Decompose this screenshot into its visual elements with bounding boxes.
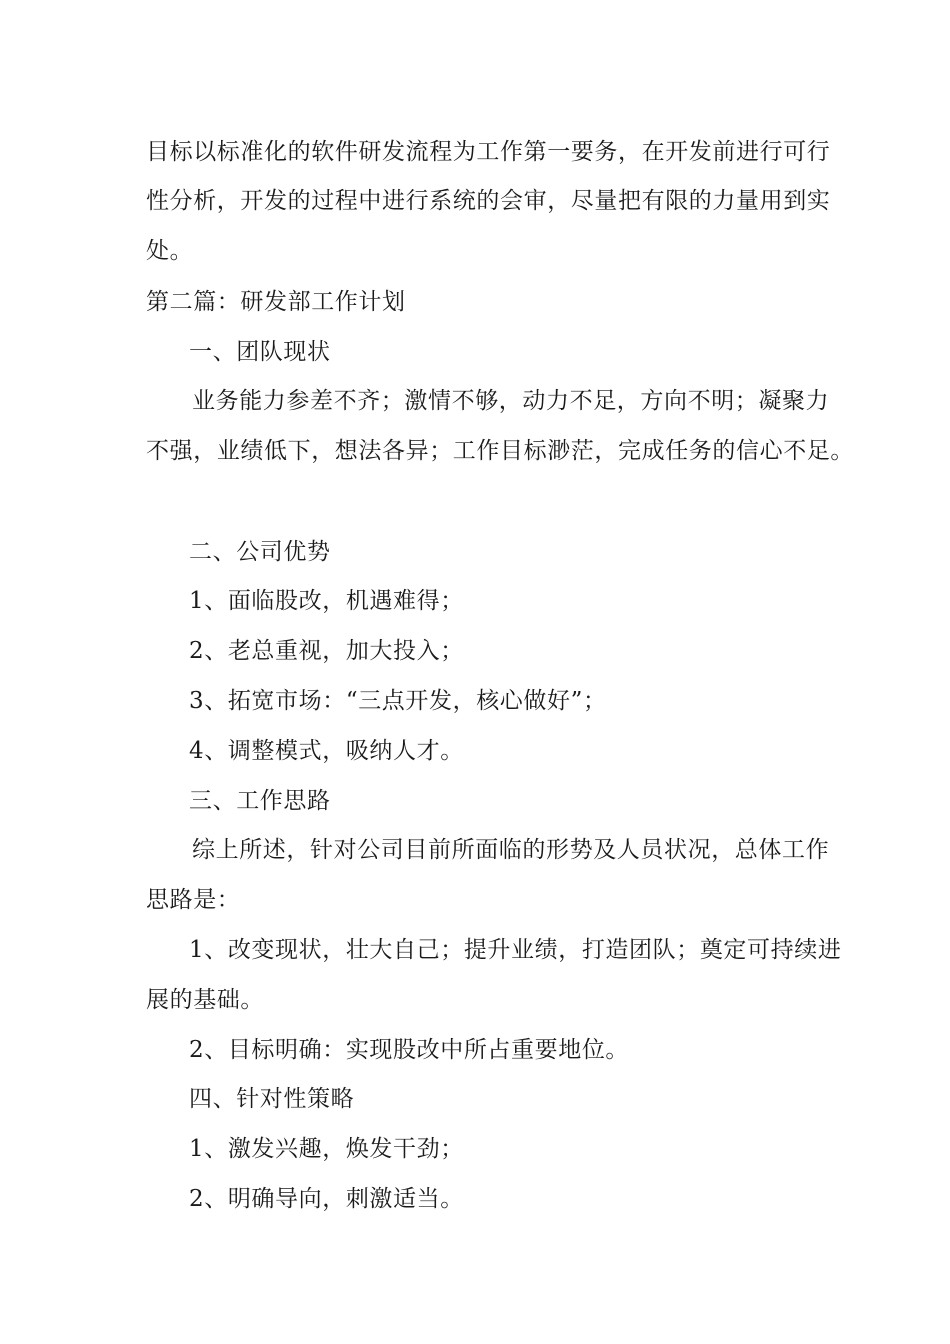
section-heading: 一、团队现状 <box>189 339 331 365</box>
list-item: 1、面临股改，机遇难得； <box>189 588 464 614</box>
list-item: 3、拓宽市场：“三点开发，核心做好”； <box>189 688 607 714</box>
chapter-title: 第二篇：研发部工作计划 <box>146 289 406 315</box>
paragraph-line: 综上所述，针对公司目前所面临的形势及人员状况，总体工作 <box>192 837 830 863</box>
paragraph-line: 展的基础。 <box>146 987 264 1013</box>
paragraph-line: 业务能力参差不齐；激情不够，动力不足，方向不明；凝聚力 <box>192 388 830 414</box>
section-heading: 二、公司优势 <box>189 539 331 565</box>
list-item: 1、激发兴趣，焕发干劲； <box>189 1136 464 1162</box>
list-item: 1、改变现状，壮大自己；提升业绩，打造团队；奠定可持续进 <box>189 937 842 963</box>
section-heading: 四、针对性策略 <box>189 1086 355 1112</box>
paragraph-line: 处。 <box>146 238 194 264</box>
paragraph-line: 不强，业绩低下，想法各异；工作目标渺茫，完成任务的信心不足。 <box>146 438 854 464</box>
list-item: 4、调整模式，吸纳人才。 <box>189 738 464 764</box>
list-item: 2、目标明确：实现股改中所占重要地位。 <box>189 1037 630 1063</box>
paragraph-line: 思路是： <box>146 887 241 913</box>
paragraph-line: 性分析，开发的过程中进行系统的会审，尽量把有限的力量用到实 <box>146 188 831 214</box>
list-item: 2、老总重视，加大投入； <box>189 638 464 664</box>
paragraph-line: 目标以标准化的软件研发流程为工作第一要务，在开发前进行可行 <box>146 139 831 165</box>
section-heading: 三、工作思路 <box>189 788 331 814</box>
list-item: 2、明确导向，刺激适当。 <box>189 1186 464 1212</box>
